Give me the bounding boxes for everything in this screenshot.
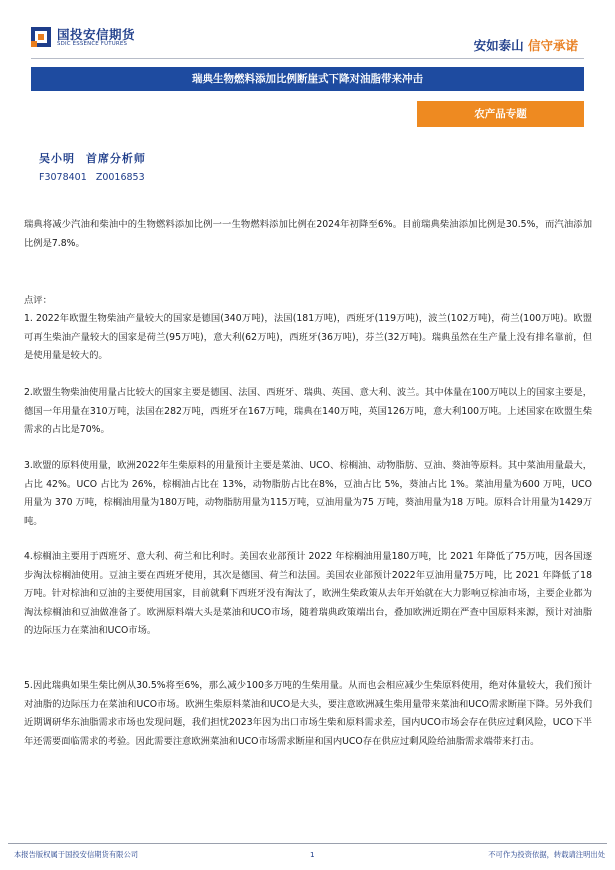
analyst-line <box>39 150 146 166</box>
analyst-license-numbers <box>39 172 145 183</box>
footer-divider <box>8 843 607 844</box>
license-number-2: Z0016853 <box>95 172 145 183</box>
analyst-role: 首席分析师 <box>85 152 146 165</box>
company-logo <box>31 27 181 51</box>
paragraph-1: 1. 2022年欧盟生物柴油产量较大的国家是德国(340万吨)，法国(181万吨)，西班牙(119万吨)，波兰(102万吨)，荷兰(100万吨)。欧盟可再生柴油产量较大的国家是荷兰(95万吨)，意大利(62万吨)，西班牙(36万吨)，芬兰(32万吨)。瑞典虽然在生产量上没有排名靠前，但是使用量是较大的。 <box>24 313 592 361</box>
license-number-1: F3078401 <box>39 172 87 183</box>
comment-label: 点评： <box>24 295 52 306</box>
slogan-part-1: 安如泰山 <box>473 38 524 53</box>
header-divider <box>31 58 584 59</box>
report-title: 瑞典生物燃料添加比例断崖式下降对油脂带来冲击 <box>31 67 584 91</box>
company-name-en: SDIC ESSENCE FUTURES <box>57 41 128 47</box>
company-slogan <box>474 36 578 54</box>
report-header <box>0 0 615 58</box>
company-name-cn: 国投安信期货 <box>57 27 136 42</box>
page-number: 1 <box>310 850 315 859</box>
footer-disclaimer: 不可作为投资依据，转载请注明出处 <box>488 850 605 859</box>
slogan-part-2: 信守承诺 <box>527 38 578 53</box>
analyst-name: 吴小明 <box>39 152 75 165</box>
paragraph-4: 4.棕榈油主要用于西班牙、意大利、荷兰和比利时。美国农业部预计 2022 年棕榈油用量180万吨，比 2021 年降低了75万吨，因各国逐步淘汰棕榈油使用。豆油主要在西班牙使用，其次是德国、荷兰和法国。美国农业部预计2022年豆油用量75万吨，比 2021 年降低了18万吨。针对棕油和豆油的主要使用国家，目前就剩下西班牙没有淘汰了，欧洲生柴政策从去年开始就在大力影响豆棕油市场，主要企业都为淘汰棕榈油和豆油做准备了。欧洲原料端大头是菜油和UCO市场，随着瑞典政策端出台，叠加欧洲近期在严查中国原料来源，预计对油脂的边际压力在菜油和UCO市场。 <box>24 551 592 636</box>
footer-copyright: 本报告版权属于国投安信期货有限公司 <box>14 850 139 859</box>
paragraph-5: 5.因此瑞典如果生柴比例从30.5%将至6%，那么减少100多万吨的生柴用量。从而也会相应减少生柴原料使用，绝对体量较大，我们预计对油脂的边际压力在菜油和UCO市场。欧洲生柴原料菜油和UCO是大头，要注意欧洲减生柴用量带来菜油和UCO需求断崖下降。另外我们近期调研华东油脂需求市场也发现问题，我们担忧2023年因为出口市场生柴和原料需求差，国内UCO市场会存在供应过剩风险，UCO下半年还需要面临需求的考验。因此需要注意欧洲菜油和UCO市场需求断崖和国内UCO存在供应过剩风险给油脂需求端带来打击。 <box>24 680 592 747</box>
paragraph-2: 2.欧盟生物柴油使用量占比较大的国家主要是德国、法国、西班牙、瑞典、英国、意大利、波兰。其中体量在100万吨以上的国家主要是，德国一年用量在310万吨，法国在282万吨，西班牙在167万吨，瑞典在140万吨，英国126万吨，意大利100万吨。上述国家在欧盟生柴需求的占比是70%。 <box>24 387 592 435</box>
company-logo-icon <box>31 27 51 47</box>
category-tag: 农产品专题 <box>417 101 584 127</box>
intro-paragraph: 瑞典将减少汽油和柴油中的生物燃料添加比例一一生物燃料添加比例在2024年初降至6%。目前瑞典柴油添加比例是30.5%，而汽油添加比例是7.8%。 <box>24 219 592 249</box>
paragraph-3: 3.欧盟的原料使用量，欧洲2022年生柴原料的用量预计主要是菜油、UCO、棕榈油、动物脂肪、豆油、葵油等原料。其中菜油用量最大，占比 42%。UCO 占比为 26%，棕榈油占比在 13%，动物脂肪占比在8%，豆油占比 5%，葵油占比 1%。菜油用量为600 万吨，UCO 用量为 370 万吨，棕榈油用量为180万吨，动物脂肪用量为115万吨，豆油用量为75 万吨，葵油用量为18 万吨。原料合计用量为1429万吨。 <box>24 460 592 527</box>
